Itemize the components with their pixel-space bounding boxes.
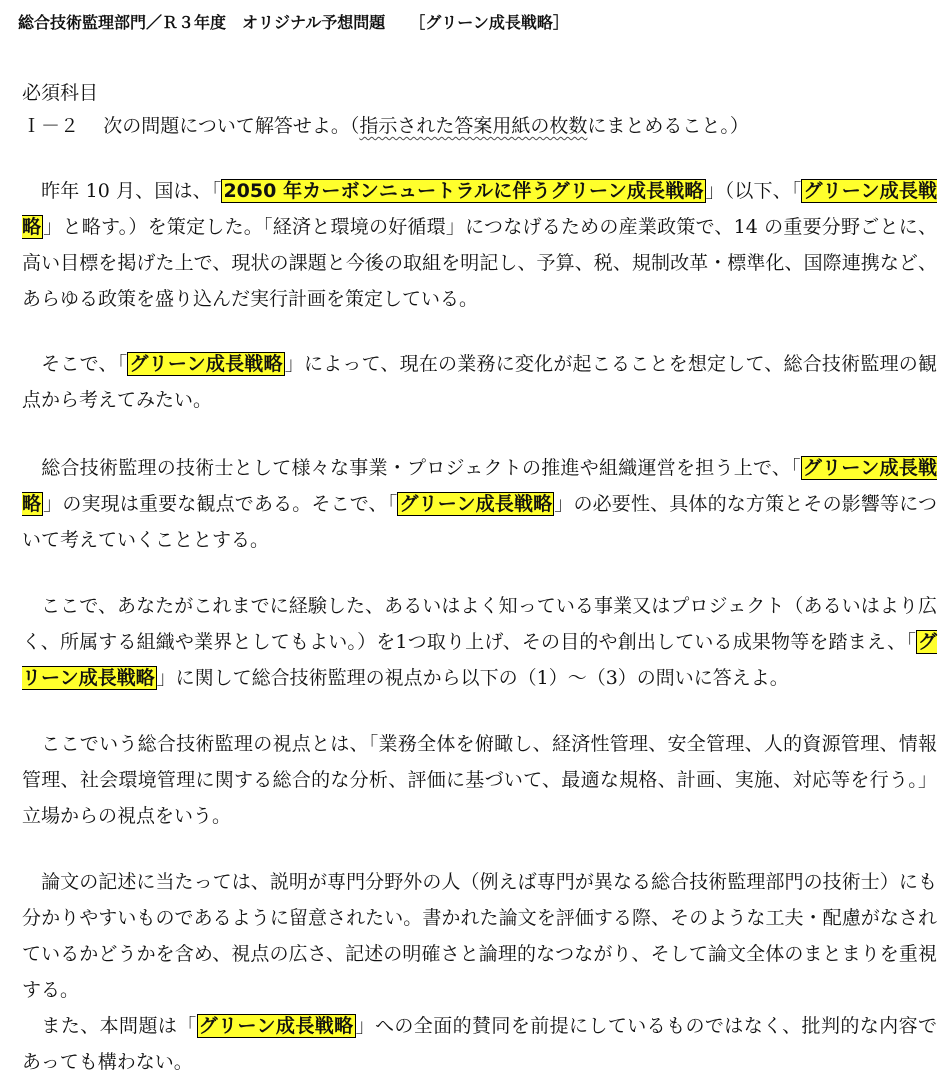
highlight-strategy: グリーン成長戦略 [399, 493, 553, 515]
p1-mid: 」（以下、「 [705, 180, 802, 202]
subject-label: 必須科目 [22, 82, 99, 104]
p6-text: 論文の記述に当たっては、説明が専門分野外の人（例えば専門が異なる総合技術監理部門の技術士）にも分かりやすいものであるように留意されたい。書かれた論文を評価する際、そのような工夫・配慮がなされているかどうかを含め、視点の広さ、記述の明確さと論理的なつながり、そして論文全体のまとまりを重視する。 [22, 871, 937, 1001]
question-instruction-underlined: 指示された答案用紙の枚数 [359, 115, 588, 137]
p1-indent: 昨年 10 月、国は、「 [22, 180, 222, 202]
question-number: Ｉ－２ [22, 115, 80, 137]
paragraph-3 [22, 450, 937, 558]
highlight-strategy: グリーン成長戦略 [22, 457, 937, 515]
highlight-strategy-full-title: 2050 年カーボンニュートラルに伴うグリーン成長戦略 [223, 180, 704, 202]
p2-pre: そこで、「 [22, 353, 128, 375]
paragraph-5: ここでいう総合技術監理の視点とは、「業務全体を俯瞰し、経済性管理、安全管理、人的資源管理、情報管理、社会環境管理に関する総合的な分析、評価に基づいて、最適な規格、計画、実施、対応等を行う。」立場からの視点をいう。 [22, 733, 937, 827]
paragraph-4 [22, 588, 937, 696]
p1-rest: 」と略す。）を策定した。「経済と環境の好循環」につなげるための産業政策で、14 の重要分野ごとに、高い目標を掲げた上で、現状の課題と今後の取組を明記し、予算、税、規制改革・標準化、国際連携など、あらゆる政策を盛り込んだ実行計画を策定している。 [22, 216, 937, 310]
question-line [22, 111, 937, 141]
question-instruction-suffix: にまとめること。） [587, 115, 749, 137]
p6-line2-pre: また、本問題は「 [22, 1015, 197, 1037]
p3-mid: 」の実現は重要な観点である。そこで、「 [43, 493, 398, 515]
paragraph-6 [22, 864, 937, 1080]
p4-pre: ここで、あなたがこれまでに経験した、あるいはよく知っている事業又はプロジェクト（あるいはより広く、所属する組織や業界としてもよい。）を1つ取り上げ、その目的や創出している成果物等を踏まえ、「 [22, 595, 937, 653]
highlight-strategy: グリーン成長戦略 [22, 631, 937, 689]
highlight-strategy-abbr: グリーン成長戦略 [22, 180, 937, 238]
p3-pre: 総合技術監理の技術士として様々な事業・プロジェクトの推進や組織運営を担う上で、「 [22, 457, 801, 479]
question-instruction-prefix: 次の問題について解答せよ。（ [103, 115, 360, 137]
document-header: 総合技術監理部門／Ｒ３年度 オリジナル予想問題 ［グリーン成長戦略］ [18, 13, 569, 32]
highlight-strategy: グリーン成長戦略 [129, 353, 283, 375]
paragraph-2 [22, 346, 937, 418]
p3-post: 」の必要性、具体的な方策とその影響等について考えていくこととする。 [22, 493, 937, 551]
p4-post: 」に関して総合技術監理の視点から以下の（1）～（3）の問いに答えよ。 [156, 667, 789, 689]
p6-line2-post: 」への全面的賛同を前提にしているものではなく、批判的な内容であっても構わない。 [22, 1015, 937, 1073]
highlight-strategy: グリーン成長戦略 [198, 1015, 354, 1037]
paragraph-1 [22, 173, 937, 317]
p2-post: 」によって、現在の業務に変化が起こることを想定して、総合技術監理の観点から考えてみたい。 [22, 353, 937, 411]
